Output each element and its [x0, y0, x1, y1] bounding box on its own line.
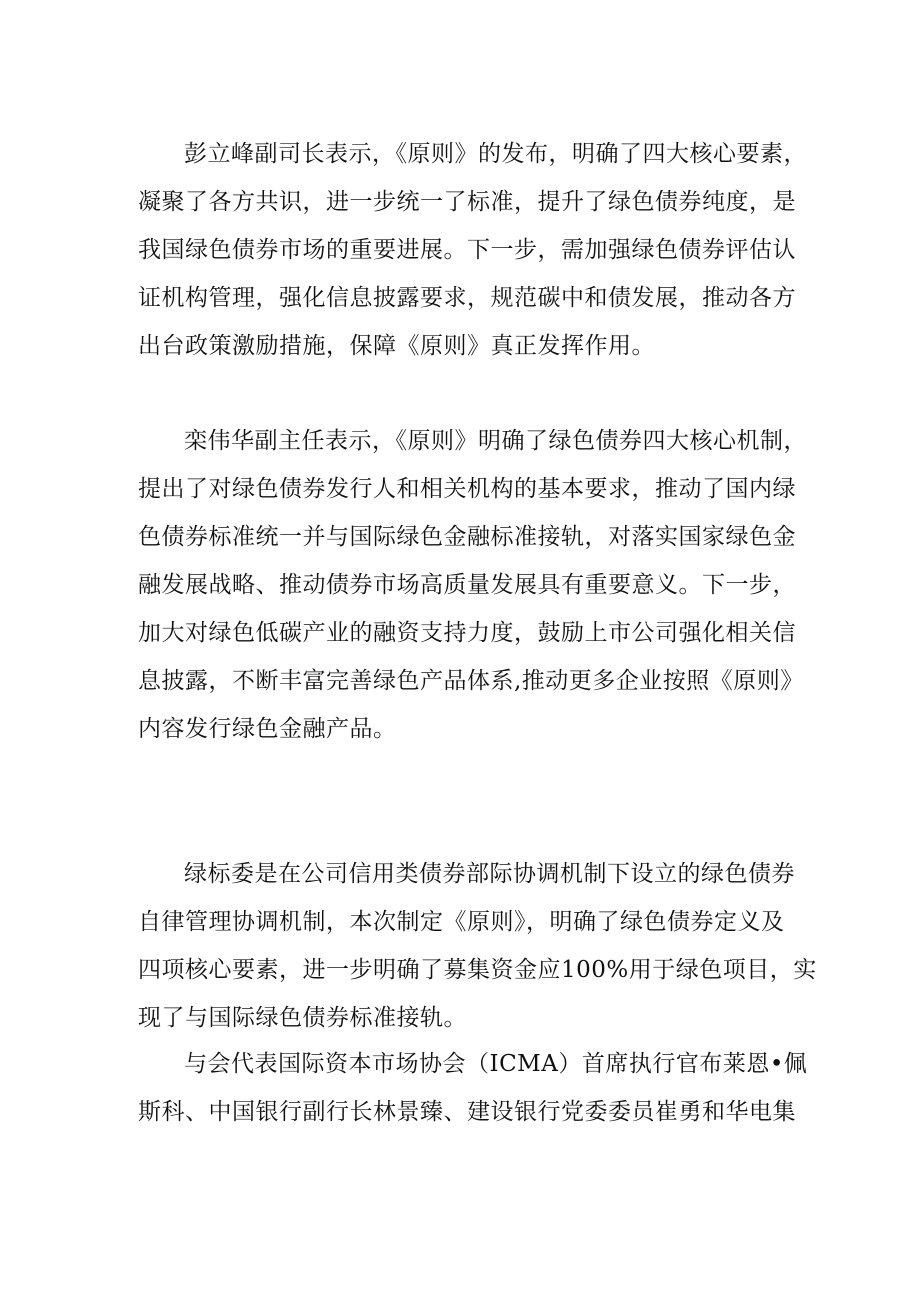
- text-line: 提出了对绿色债券发行人和相关机构的基本要求，推动了国内绿: [138, 476, 796, 502]
- text-line: 息披露，不断丰富完善绿色产品体系,推动更多企业按照《原则》: [138, 668, 804, 694]
- text-line: 融发展战略、推动债券市场高质量发展具有重要意义。下一步，: [138, 572, 796, 598]
- text-line: 自律管理协调机制，本次制定《原则》，明确了绿色债券定义及: [138, 909, 785, 935]
- text-line: 四项核心要素，进一步明确了募集资金应100%用于绿色项目，实: [138, 957, 817, 983]
- paragraph-green-standards-committee: [138, 850, 817, 1042]
- text-line: 凝聚了各方共识，进一步统一了标准，提升了绿色债券纯度，是: [138, 189, 796, 215]
- text-line: 我国绿色债券市场的重要进展。下一步，需加强绿色债券评估认: [138, 237, 796, 263]
- text-line: 内容发行绿色金融产品。: [138, 716, 397, 742]
- text-line: 彭立峰副司长表示，《原则》的发布，明确了四大核心要素，: [184, 141, 807, 167]
- text-line: 绿标委是在公司信用类债券部际协调机制下设立的绿色债券: [184, 861, 795, 887]
- text-line: 出台政策激励措施，保障《原则》真正发挥作用。: [138, 333, 655, 359]
- text-line: 斯科、中国银行副行长林景臻、建设银行党委委员崔勇和华电集: [138, 1099, 796, 1125]
- text-line: 栾伟华副主任表示，《原则》明确了绿色债券四大核心机制，: [184, 428, 807, 454]
- text-line: 现了与国际绿色债券标准接轨。: [138, 1005, 467, 1031]
- text-line: 证机构管理，强化信息披露要求，规范碳中和债发展，推动各方: [138, 285, 796, 311]
- paragraph-attending-representatives: [138, 1040, 808, 1136]
- paragraph-peng-lifeng: [138, 130, 807, 370]
- paragraph-luan-weihua: [138, 417, 807, 753]
- text-line: 色债券标准统一并与国际绿色金融标准接轨，对落实国家绿色金: [138, 524, 796, 550]
- text-line: 与会代表国际资本市场协会（ICMA）首席执行官布莱恩•佩: [184, 1051, 808, 1077]
- text-line: 加大对绿色低碳产业的融资支持力度，鼓励上市公司强化相关信: [138, 620, 796, 646]
